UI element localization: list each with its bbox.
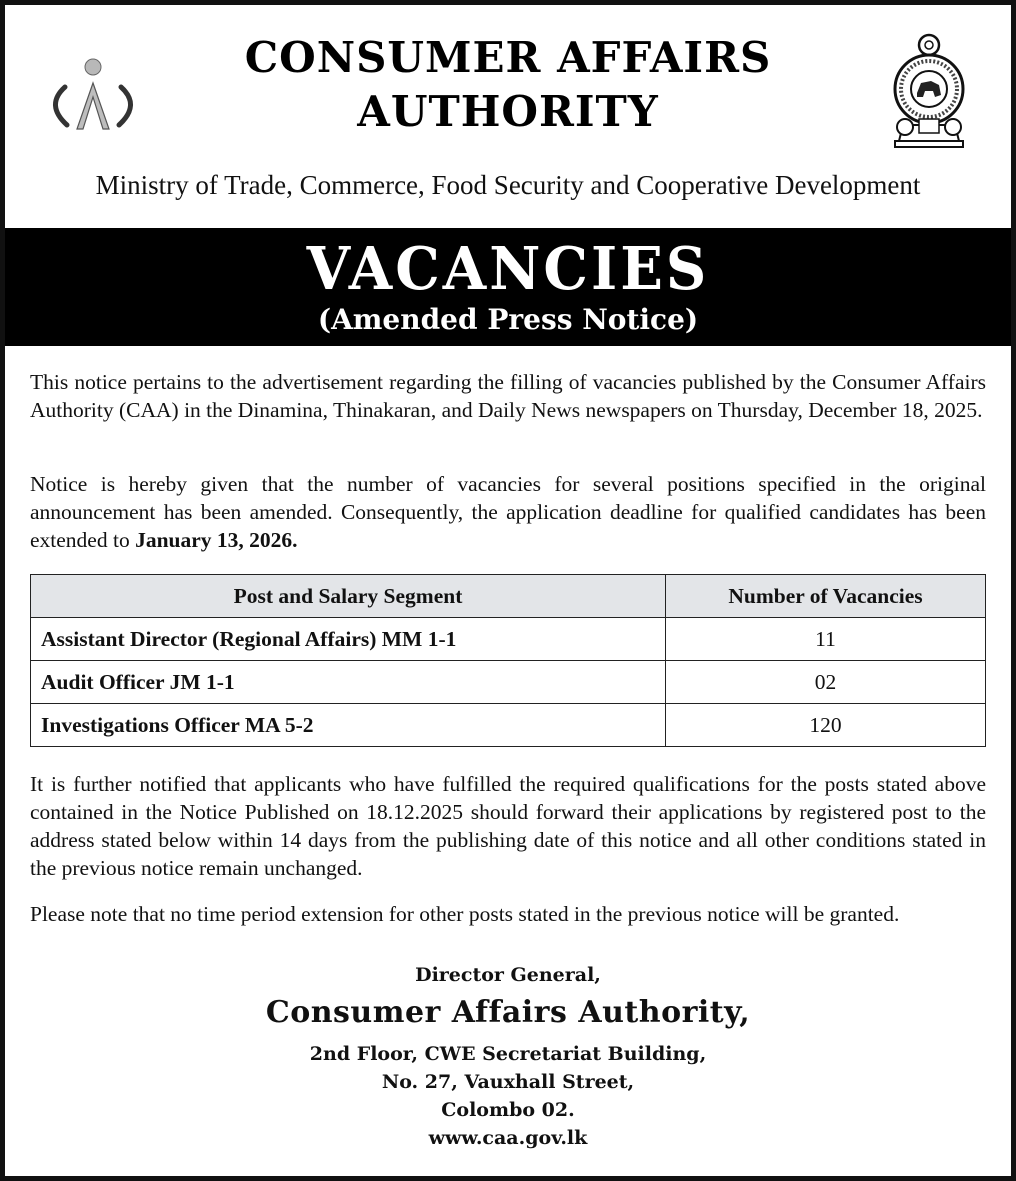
org-title-line1: CONSUMER AFFAIRS xyxy=(244,33,772,82)
address-line-2: No. 27, Vauxhall Street, xyxy=(381,1071,635,1093)
amendment-text: Notice is hereby given that the number of vacancies for several positions specified in the original announcement has been amended. Consequently, the application deadline for qualified candidates has been extended to xyxy=(30,472,986,552)
banner-title: VACANCIES xyxy=(306,234,710,304)
org-title xyxy=(155,31,861,139)
header-post: Post and Salary Segment xyxy=(31,575,666,618)
org-title-line2: AUTHORITY xyxy=(357,87,659,136)
table-row xyxy=(31,661,986,704)
header-vacancies: Number of Vacancies xyxy=(666,575,986,618)
ministry-name: Ministry of Trade, Commerce, Food Security and Cooperative Development xyxy=(95,170,921,200)
table-row xyxy=(31,704,986,747)
amendment-paragraph xyxy=(30,470,986,554)
signatory-title: Director General, xyxy=(415,964,601,986)
application-paragraph: It is further notified that applicants who have fulfilled the required qualifications for the posts stated above contained in the Notice Published on 18.12.2025 should forward their applications by registered post to the address stated below within 14 days from the publishing date of this notice and all other conditions stated in the previous notice remain unchanged. xyxy=(30,772,986,880)
count-cell: 02 xyxy=(666,661,986,704)
post-cell: Audit Officer JM 1-1 xyxy=(31,661,666,704)
table-row xyxy=(31,618,986,661)
caa-logo-icon xyxy=(43,53,143,133)
count-cell: 120 xyxy=(666,704,986,747)
count-cell: 11 xyxy=(666,618,986,661)
signatory-org: Consumer Affairs Authority, xyxy=(265,995,751,1030)
no-extension-paragraph: Please note that no time period extension for other posts stated in the previous notice will be granted. xyxy=(30,902,900,926)
deadline-date: January 13, 2026. xyxy=(135,528,298,552)
vacancies-table xyxy=(30,574,986,747)
post-cell: Assistant Director (Regional Affairs) MM 1-1 xyxy=(31,618,666,661)
sri-lanka-emblem-icon xyxy=(885,33,973,151)
address-line-1: 2nd Floor, CWE Secretariat Building, xyxy=(309,1043,707,1065)
website-link[interactable]: www.caa.gov.lk xyxy=(428,1127,588,1149)
intro-paragraph: This notice pertains to the advertisement regarding the filling of vacancies published by the Consumer Affairs Authority (CAA) in the Dinamina, Thinakaran, and Daily News newspapers on Thursday, December 18, 2025. xyxy=(30,370,986,422)
address-line-3: Colombo 02. xyxy=(441,1099,575,1121)
vacancies-banner xyxy=(5,228,1011,346)
header xyxy=(5,5,1011,227)
table-header-row xyxy=(31,575,986,618)
banner-subtitle: (Amended Press Notice) xyxy=(317,303,699,336)
post-cell: Investigations Officer MA 5-2 xyxy=(31,704,666,747)
